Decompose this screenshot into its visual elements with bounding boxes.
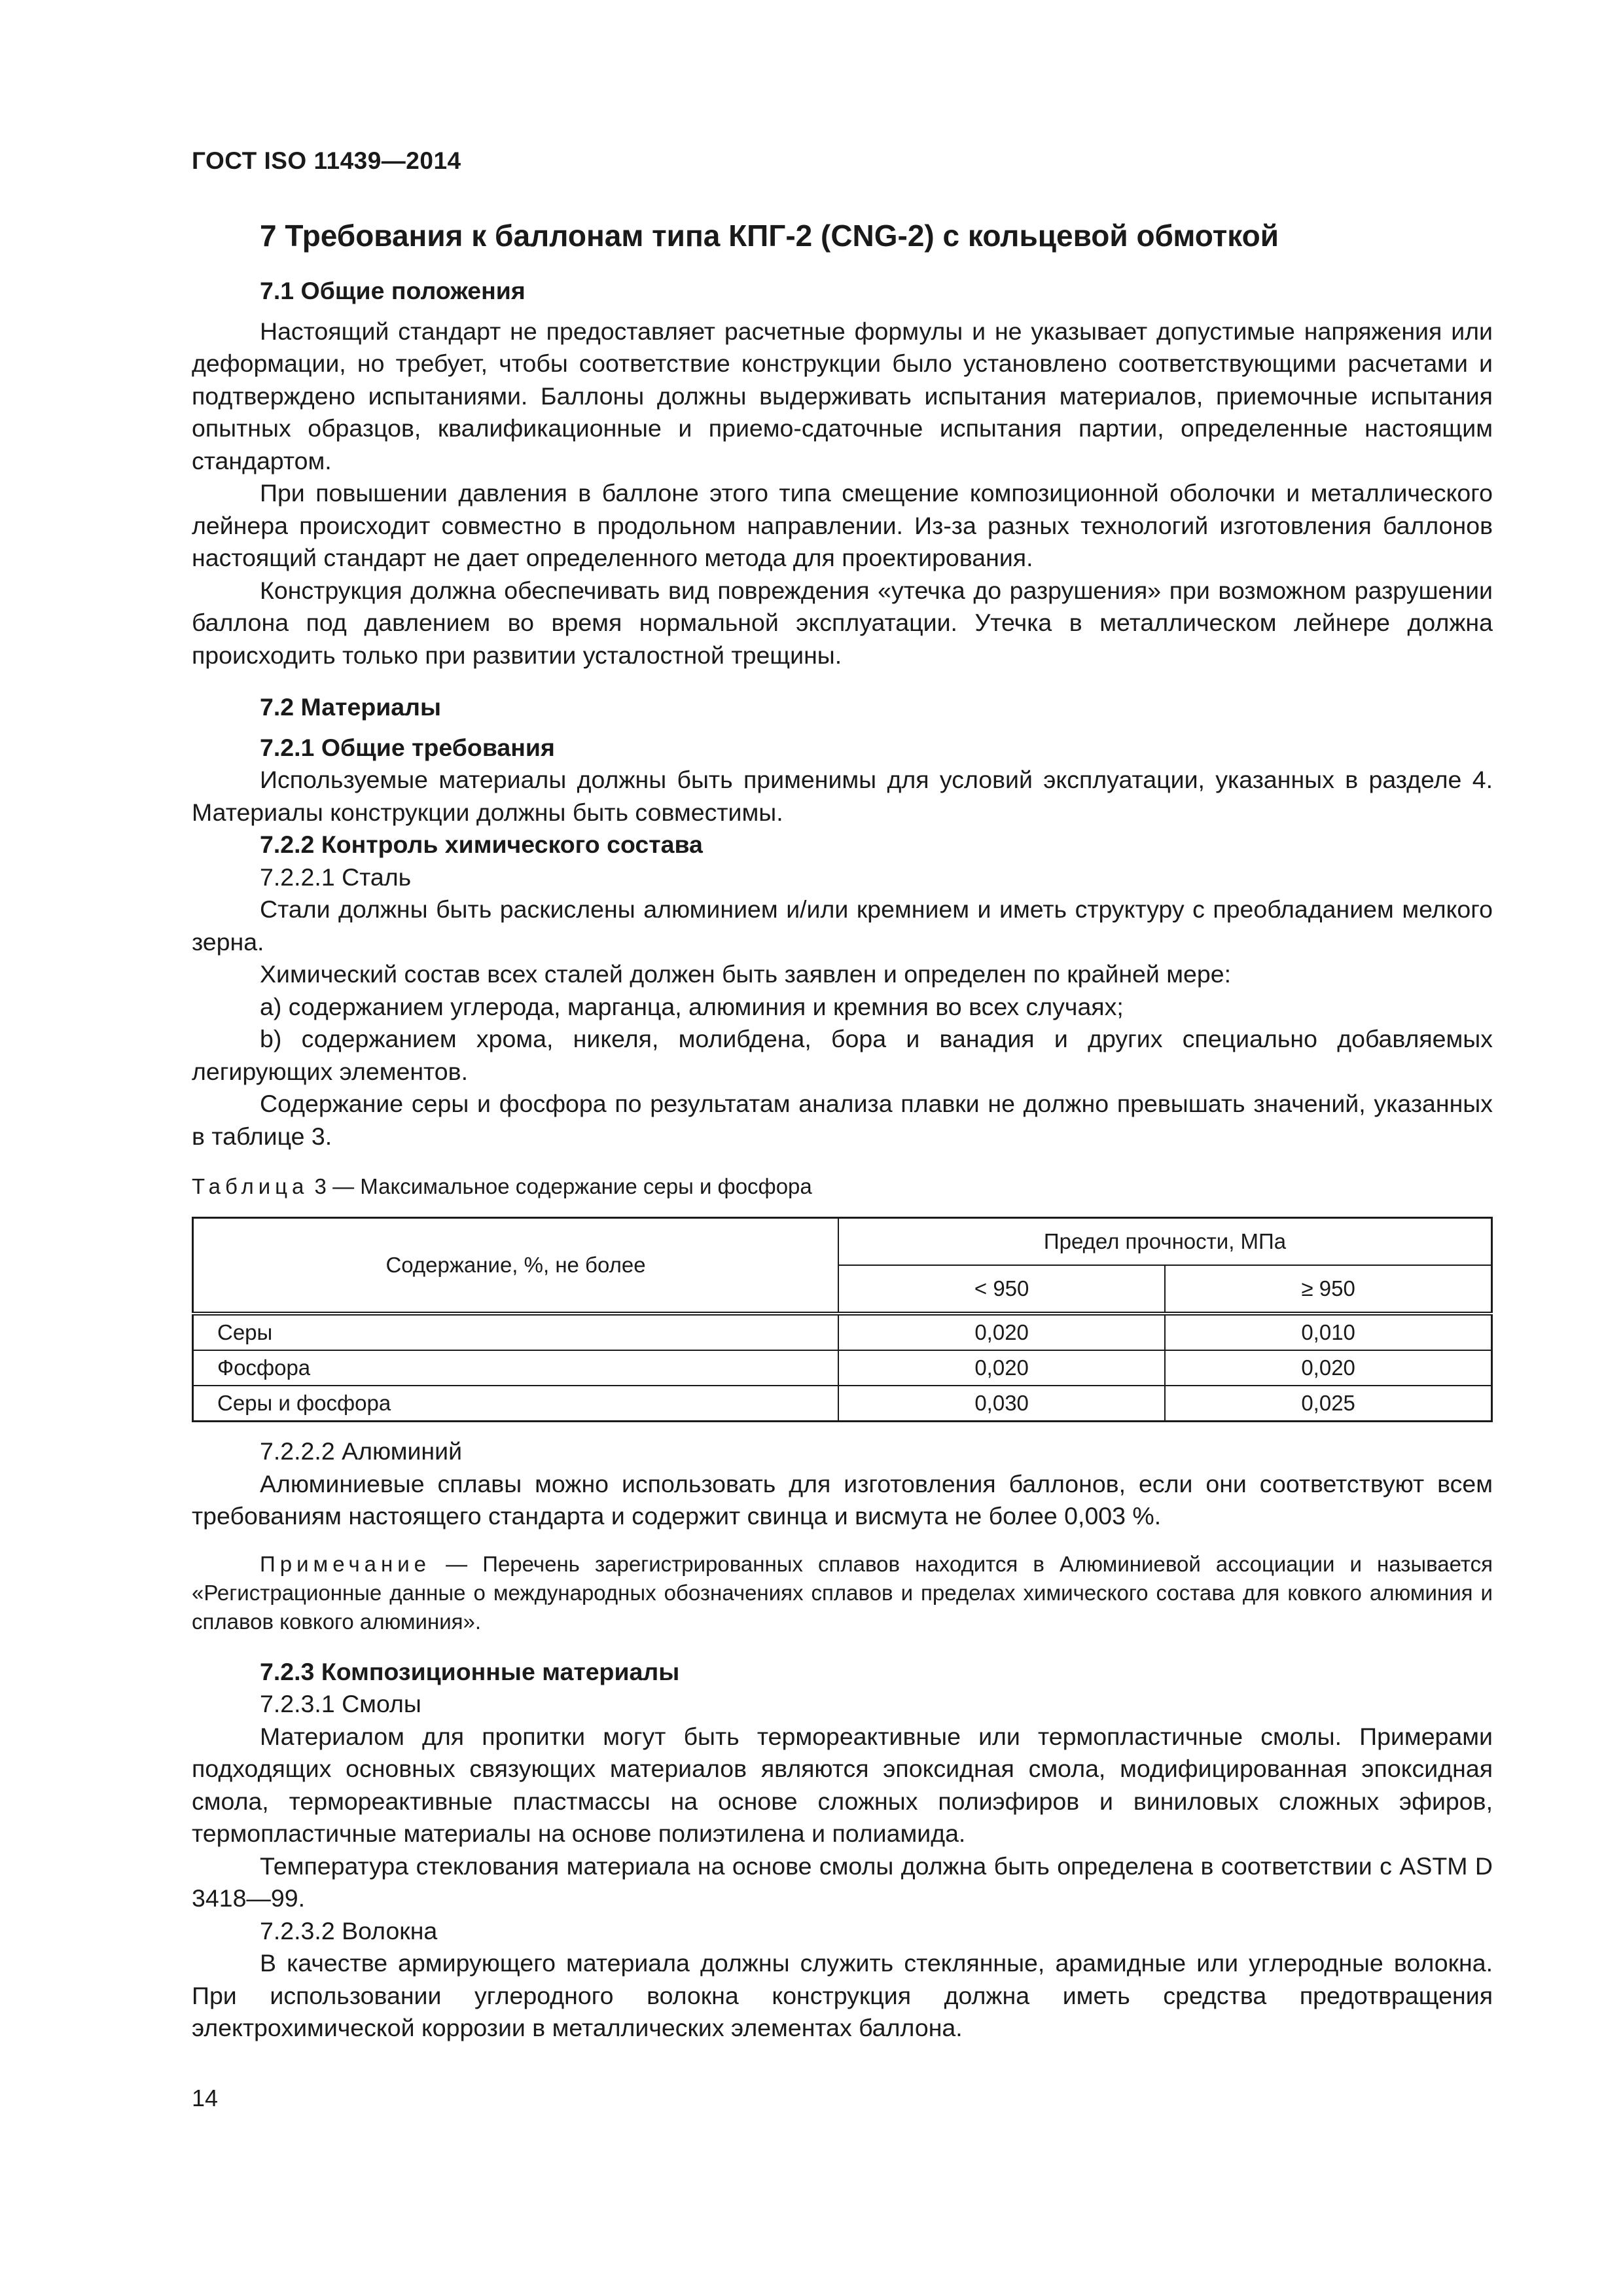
table-cell-value: 0,025 (1165, 1386, 1491, 1422)
section-7-2-2-2-title: 7.2.2.2 Алюминий (260, 1437, 463, 1465)
note-text: — Перечень зарегистрированных сплавов находится в Алюминиевой ассоциации и называется «Регистрационные данные о международных обозначениях сплавов и пределах химического состава для ковкого алюминия и сплавов ковкого алюминия». (192, 1551, 1493, 1634)
paragraph: Материалом для пропитки могут быть термореактивные или термопластичные смолы. Примерами подходящих основных связующих материалов являются эпоксидная смола, модифицированная эпоксидная смола, термореактивные пластмассы на основе сложных полиэфиров и виниловых сложных эфиров, термопластичные материалы на основе полиэтилена и полиамида. (192, 1722, 1493, 1847)
paragraph: Температура стеклования материала на основе смолы должна быть определена в соответствии с ASTM D 3418—99. (192, 1852, 1493, 1912)
document-id: ГОСТ ISO 11439—2014 (192, 147, 461, 174)
list-item: a) содержанием углерода, марганца, алюминия и кремния во всех случаях; (260, 992, 1124, 1020)
section-7-2-2-1-title: 7.2.2.1 Сталь (260, 863, 412, 891)
paragraph: В качестве армирующего материала должны служить стеклянные, арамидные или углеродные волокна. При использовании углеродного волокна конструкция должна иметь средства предотвращения электрохимической коррозии в металлических элементах баллона. (192, 1949, 1493, 2041)
paragraph: Конструкция должна обеспечивать вид повреждения «утечка до разрушения» при возможном разрушении баллона под давлением во время нормальной эксплуатации. Утечка в металлическом лейнере должна происходить только при развитии усталостной трещины. (192, 576, 1493, 669)
table-header-content: Содержание, %, не более (193, 1218, 839, 1314)
paragraph: Стали должны быть раскислены алюминием и/или кремнием и иметь структуру с преобладанием мелкого зерна. (192, 895, 1493, 956)
table-row (193, 1386, 1492, 1422)
table-cell-value: 0,020 (838, 1314, 1165, 1350)
paragraph: Химический состав всех сталей должен быть заявлен и определен по крайней мере: (260, 960, 1232, 988)
table-cell-value: 0,020 (838, 1350, 1165, 1386)
table-cell-label: Серы и фосфора (193, 1386, 839, 1422)
table-cell-value: 0,020 (1165, 1350, 1491, 1386)
section-7-2-title: 7.2 Материалы (260, 693, 441, 721)
paragraph: Алюминиевые сплавы можно использовать для изготовления баллонов, если они соответствуют всем требованиям настоящего стандарта и содержит свинца и висмута не более 0,003 %. (192, 1469, 1493, 1530)
table-3 (192, 1217, 1493, 1422)
table-caption-label: Таблица (192, 1174, 309, 1198)
table-cell-value: 0,030 (838, 1386, 1165, 1422)
page-number: 14 (192, 2085, 219, 2111)
table-cell-label: Серы (193, 1314, 839, 1350)
table-header-ge-950: ≥ 950 (1165, 1265, 1491, 1314)
section-7-2-1-title: 7.2.1 Общие требования (260, 733, 555, 761)
section-7-1-title: 7.1 Общие положения (260, 277, 526, 304)
page-content (192, 216, 1493, 2045)
table-cell-value: 0,010 (1165, 1314, 1491, 1350)
section-7-title: 7 Требования к баллонам типа КПГ-2 (CNG-2) с кольцевой обмоткой (260, 219, 1279, 253)
paragraph: Используемые материалы должны быть применимы для условий эксплуатации, указанных в разделе 4. Материалы конструкции должны быть совместимы. (192, 766, 1493, 826)
section-7-2-3-2-title: 7.2.3.2 Волокна (260, 1916, 438, 1945)
note (192, 1550, 1493, 1636)
table-cell-label: Фосфора (193, 1350, 839, 1386)
paragraph: Настоящий стандарт не предоставляет расчетные формулы и не указывает допустимые напряжения или деформации, но требует, чтобы соответствие конструкции было установлено соответствующими расчетами и подтверждено испытаниями. Баллоны должны выдерживать испытания материалов, приемочные испытания опытных образцов, квалификационные и приемо-сдаточные испытания партии, определенные настоящим стандартом. (192, 317, 1493, 475)
table-row (193, 1350, 1492, 1386)
note-label: Примечание (260, 1551, 431, 1576)
table-caption-text: 3 — Максимальное содержание серы и фосфора (308, 1174, 812, 1198)
section-7-2-3-title: 7.2.3 Композиционные материалы (260, 1657, 680, 1685)
paragraph: При повышении давления в баллоне этого типа смещение композиционной оболочки и металлического лейнера происходит совместно в продольном направлении. Из-за разных технологий изготовления баллонов настоящий стандарт не дает определенного метода для проектирования. (192, 479, 1493, 571)
table-header-strength: Предел прочности, МПа (838, 1218, 1491, 1266)
paragraph: Содержание серы и фосфора по результатам анализа плавки не должно превышать значений, указанных в таблице 3. (192, 1090, 1493, 1150)
section-7-2-2-title: 7.2.2 Контроль химического состава (260, 831, 703, 858)
table-row (193, 1314, 1492, 1350)
list-item: b) содержанием хрома, никеля, молибдена, бора и ванадия и других специально добавляемых легирующих элементов. (192, 1025, 1493, 1085)
table-header-lt-950: < 950 (838, 1265, 1165, 1314)
table-caption (192, 1172, 1493, 1201)
section-7-2-3-1-title: 7.2.3.1 Смолы (260, 1690, 421, 1717)
